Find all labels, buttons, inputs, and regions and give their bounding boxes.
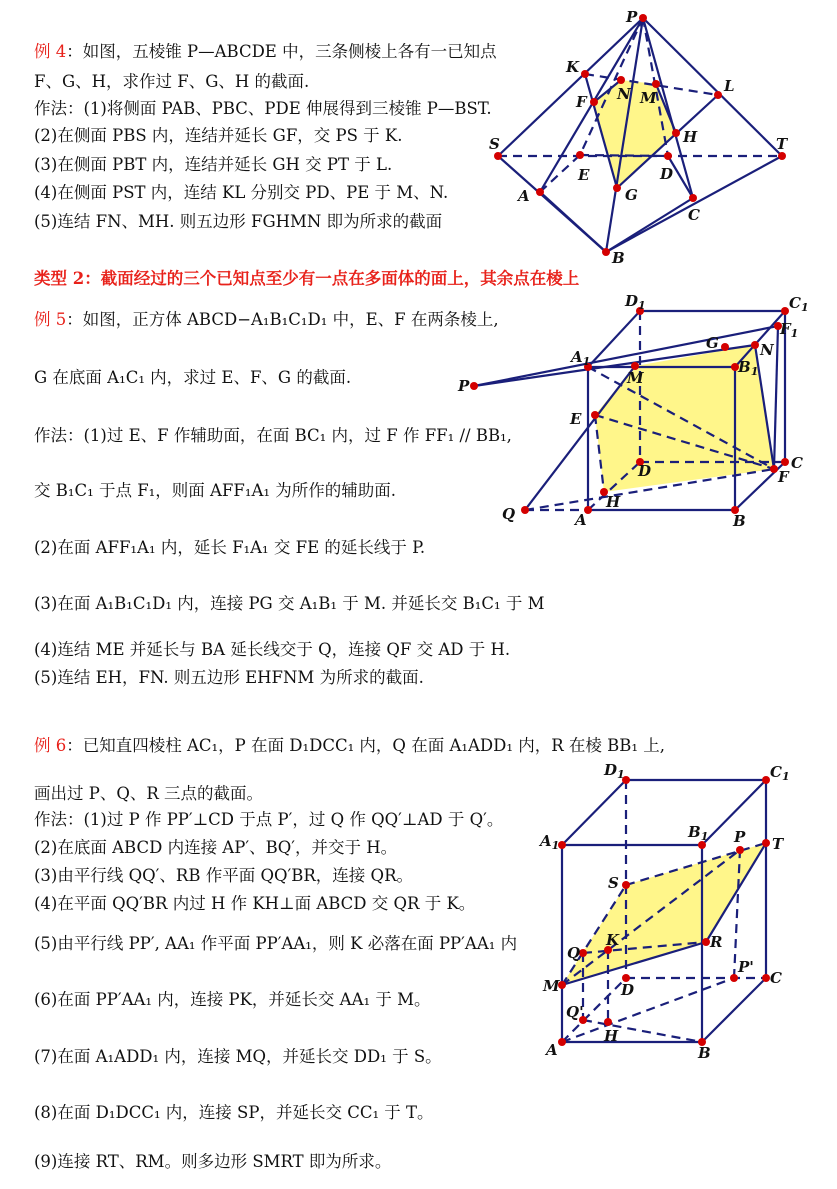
label-b: B (612, 249, 625, 267)
label-a1: $A_1$ (571, 348, 591, 368)
ex5-line4: 交 B₁C₁ 于点 F₁，则面 AFF₁A₁ 为所作的辅助面. (34, 481, 396, 500)
label-a: A (575, 511, 587, 529)
ex6-line3: 作法：(1)过 P 作 PP′⊥CD 于点 P′，过 Q 作 QQ′⊥AD 于 Q′。 (34, 810, 504, 829)
ex5-line5: (2)在面 AFF₁A₁ 内，延长 F₁A₁ 交 FE 的延长线于 P. (34, 538, 426, 557)
label-c: C (791, 454, 803, 472)
ex6-line1-text: ：已知直四棱柱 AC₁，P 在面 D₁DCC₁ 内，Q 在面 A₁ADD₁ 内，R 在棱 BB₁ 上, (66, 736, 665, 755)
label-a1: $A_1$ (540, 832, 560, 852)
label-k: K (606, 931, 620, 949)
label-t: T (772, 835, 784, 853)
label-e: E (570, 410, 582, 428)
label-q: Q (567, 944, 581, 962)
label-p: P (458, 377, 470, 395)
label-h: H (604, 1027, 619, 1045)
label-f: F (778, 468, 789, 486)
ex6-line8: (6)在面 PP′AA₁ 内，连接 PK，并延长交 AA₁ 于 M。 (34, 990, 431, 1009)
label-s: S (489, 135, 500, 153)
ex5-line3: 作法：(1)过 E、F 作辅助面，在面 BC₁ 内，过 F 作 FF₁ // BB₁, (34, 426, 512, 445)
ex6-title: 例 6 (34, 736, 67, 755)
ex6-line11: (9)连接 RT、RM。则多边形 SMRT 即为所求。 (34, 1152, 392, 1171)
label-c1: $C_1$ (789, 294, 809, 314)
ex4-title: 例 4 (34, 42, 67, 61)
ex5-line1-text: ：如图，正方体 ABCD−A₁B₁C₁D₁ 中，E、F 在两条棱上, (66, 310, 499, 329)
ex6-line9: (7)在面 A₁ADD₁ 内，连接 MQ，并延长交 DD₁ 于 S。 (34, 1047, 442, 1066)
label-p: P (734, 828, 746, 846)
label-d1: $D_1$ (604, 761, 625, 781)
label-m: M (543, 977, 560, 995)
label-p-prime: P' (738, 958, 754, 976)
label-b1: $B_1$ (688, 823, 709, 843)
label-h: H (606, 493, 621, 511)
ex6-line7: (5)由平行线 PP′, AA₁ 作平面 PP′AA₁，则 K 必落在面 PP′AA₁ 内 (34, 934, 518, 953)
label-f1: $F_1$ (780, 320, 799, 340)
label-b: B (733, 512, 746, 530)
label-e: E (578, 166, 590, 184)
type2-heading: 类型 2：截面经过的三个已知点至少有一点在多面体的面上，其余点在棱上 (34, 269, 580, 288)
label-t: T (776, 135, 788, 153)
ex5-line2: G 在底面 A₁C₁ 内，求过 E、F、G 的截面. (34, 368, 352, 387)
label-n: N (760, 341, 774, 359)
ex6-line5: (3)由平行线 QQ′、RB 作平面 QQ′BR，连接 QR。 (34, 866, 414, 885)
ex6-line2: 画出过 P、Q、R 三点的截面。 (34, 784, 264, 803)
ex6-line6: (4)在平面 QQ′BR 内过 H 作 KH⊥面 ABCD 交 QR 于 K。 (34, 894, 476, 913)
label-g: G (706, 334, 719, 352)
label-a: A (518, 187, 530, 205)
label-h: H (683, 128, 698, 146)
label-c: C (688, 206, 700, 224)
label-d: D (621, 981, 635, 999)
ex6-line4: (2)在底面 ABCD 内连接 AP′、BQ′，并交于 H。 (34, 838, 398, 857)
ex5-line7: (4)连结 ME 并延长与 BA 延长线交于 Q，连接 QF 交 AD 于 H. (34, 640, 511, 659)
ex4-line5: (3)在侧面 PBT 内，连结并延长 GH 交 PT 于 L. (34, 155, 393, 174)
label-b: B (698, 1044, 711, 1062)
figure-cube (457, 292, 809, 530)
label-q-prime: Q' (566, 1003, 584, 1021)
label-m: M (627, 369, 644, 387)
ex4-line1-text: ：如图，五棱锥 P—ABCDE 中，三条侧棱上各有一已知点 (66, 42, 497, 61)
label-s: S (608, 874, 619, 892)
ex4-line4: (2)在侧面 PBS 内，连结并延长 GF，交 PS 于 K. (34, 126, 403, 145)
label-f: F (576, 93, 587, 111)
ex4-line2: F、G、H，求作过 F、G、H 的截面. (34, 72, 310, 91)
label-c1: $C_1$ (770, 763, 790, 783)
label-p: P (626, 8, 638, 26)
label-k: K (566, 58, 580, 76)
ex4-line7: (5)连结 FN、MH. 则五边形 FGHMN 即为所求的截面 (34, 212, 443, 231)
label-d: D (660, 165, 674, 183)
ex4-line6: (4)在侧面 PST 内，连结 KL 分别交 PD、PE 于 M、N. (34, 183, 449, 202)
label-n: N (617, 85, 631, 103)
label-r: R (710, 933, 723, 951)
label-d1: $D_1$ (625, 292, 646, 312)
label-l: L (724, 77, 735, 95)
figure-pyramid (489, 8, 789, 267)
label-c: C (770, 969, 782, 987)
label-b1: $B_1$ (738, 358, 759, 378)
ex5-line6: (3)在面 A₁B₁C₁D₁ 内，连接 PG 交 A₁B₁ 于 M. 并延长交 B₁C₁ 于 M (34, 594, 545, 613)
figure-prism (538, 761, 790, 1062)
ex5-line8: (5)连结 EH，FN. 则五边形 EHFNM 为所求的截面. (34, 668, 424, 687)
label-m: M (640, 89, 657, 107)
ex4-line3: 作法：(1)将侧面 PAB、PBC、PDE 伸展得到三棱锥 P—BST. (34, 99, 492, 118)
section-smrt (562, 843, 766, 985)
ex5-title: 例 5 (34, 310, 67, 329)
label-g: G (625, 186, 638, 204)
label-d: D (638, 462, 652, 480)
ex6-line10: (8)在面 D₁DCC₁ 内，连接 SP，并延长交 CC₁ 于 T。 (34, 1103, 434, 1122)
label-q: Q (502, 505, 516, 523)
label-a: A (546, 1041, 558, 1059)
